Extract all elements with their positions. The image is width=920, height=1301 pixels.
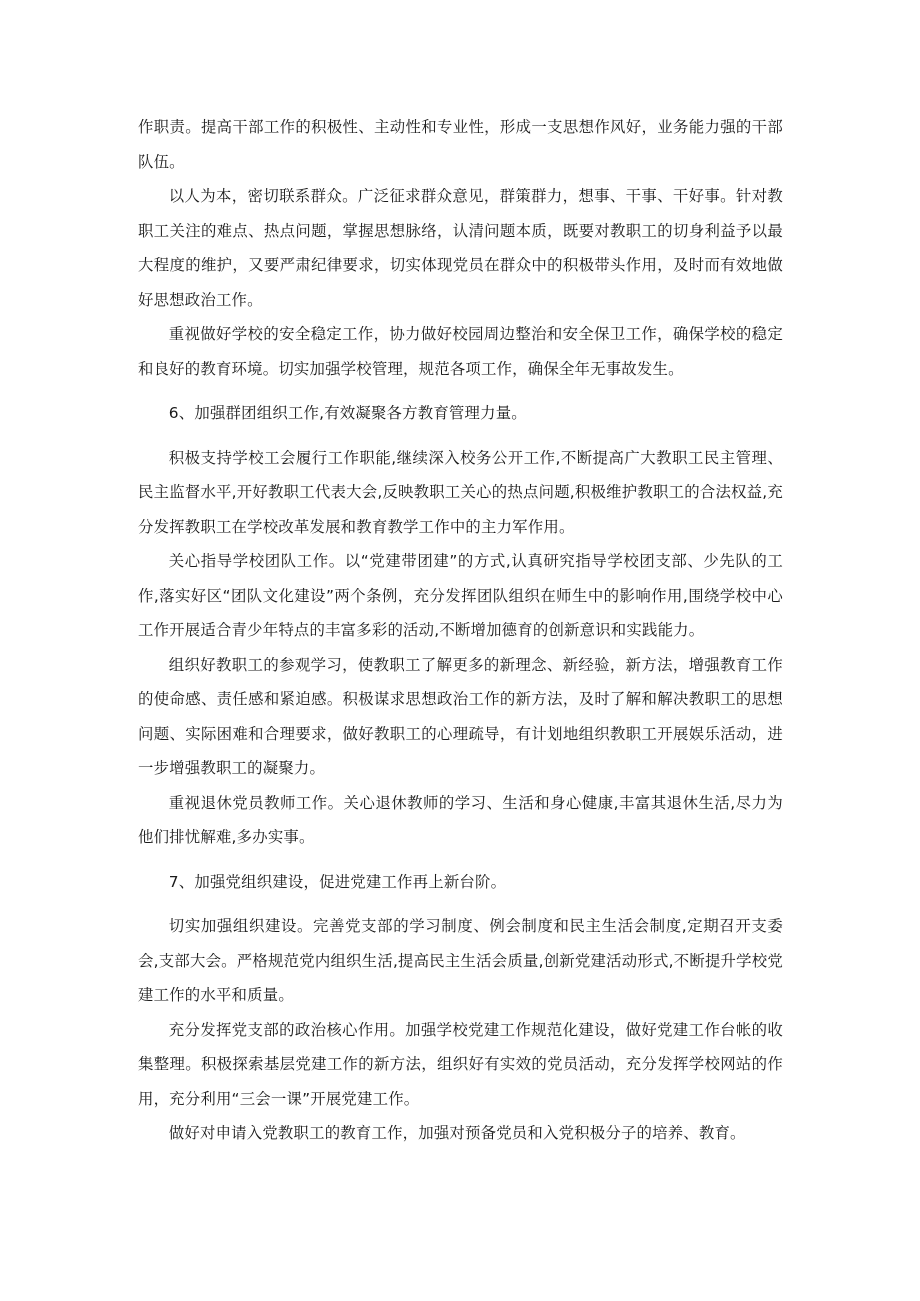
paragraph-party-applicants: 做好对申请入党教职工的教育工作，加强对预备党员和入党积极分子的培养、教育。 xyxy=(168,1124,746,1142)
section-heading-7: 7、加强党组织建设，促进党建工作再上新台阶。 xyxy=(168,872,507,891)
section-heading-6: 6、加强群团组织工作,有效凝聚各方教育管理力量。 xyxy=(168,404,527,422)
paragraph-people-oriented: 以人为本，密切联系群众。广泛征求群众意见，群策群力，想事、干事、干好事。针对教职工关注的难点、热点问题，掌握思想脉络，认清问题本质，既要对教职工的切身利益予以最大程度的维护，又要严肃纪律要求，切实体现党员在群众中的积极带头作用，及时而有效地做好思想政治工作。 xyxy=(138,187,783,309)
paragraph-youth-team: 关心指导学校团队工作。以“党建带团建”的方式,认真研究指导学校团支部、少先队的工作,落实好区“团队文化建设”两个条例，充分发挥团队组织在师生中的影响作用,围绕学校中心工作开展适合青少年特点的丰富多彩的活动,不断增加德育的创新意识和实践能力。 xyxy=(138,552,783,639)
document-body xyxy=(138,110,783,1151)
paragraph-trade-union: 积极支持学校工会履行工作职能,继续深入校务公开工作,不断提高广大教职工民主管理、民主监督水平,开好教职工代表大会,反映教职工关心的热点问题,积极维护教职工的合法权益,充分发挥教职工在学校改革发展和教育教学工作中的主力军作用。 xyxy=(138,448,783,536)
paragraph-organization-building: 切实加强组织建设。完善党支部的学习制度、例会制度和民主生活会制度,定期召开支委会,支部大会。严格规范党内组织生活,提高民主生活会质量,创新党建活动形式,不断提升学校党建工作的水平和质量。 xyxy=(138,917,783,1004)
paragraph-continuation: 作职责。提高干部工作的积极性、主动性和专业性，形成一支思想作风好，业务能力强的干部队伍。 xyxy=(138,118,783,171)
paragraph-safety-stability: 重视做好学校的安全稳定工作，协力做好校园周边整治和安全保卫工作，确保学校的稳定和良好的教育环境。切实加强学校管理，规范各项工作，确保全年无事故发生。 xyxy=(138,325,783,378)
paragraph-party-core-role: 充分发挥党支部的政治核心作用。加强学校党建工作规范化建设，做好党建工作台帐的收集整理。积极探索基层党建工作的新方法，组织好有实效的党员活动，充分发挥学校网站的作用，充分利用“三会一课”开展党建工作。 xyxy=(138,1020,783,1108)
paragraph-retired-teachers: 重视退休党员教师工作。关心退休教师的学习、生活和身心健康,丰富其退休生活,尽力为他们排忧解难,多办实事。 xyxy=(138,793,783,846)
paragraph-staff-study: 组织好教职工的参观学习，使教职工了解更多的新理念、新经验，新方法，增强教育工作的使命感、责任感和紧迫感。积极谋求思想政治工作的新方法，及时了解和解决教职工的思想问题、实际困难和合理要求，做好教职工的心理疏导，有计划地组织教职工开展娱乐活动，进一步增强教职工的凝聚力。 xyxy=(138,655,783,777)
